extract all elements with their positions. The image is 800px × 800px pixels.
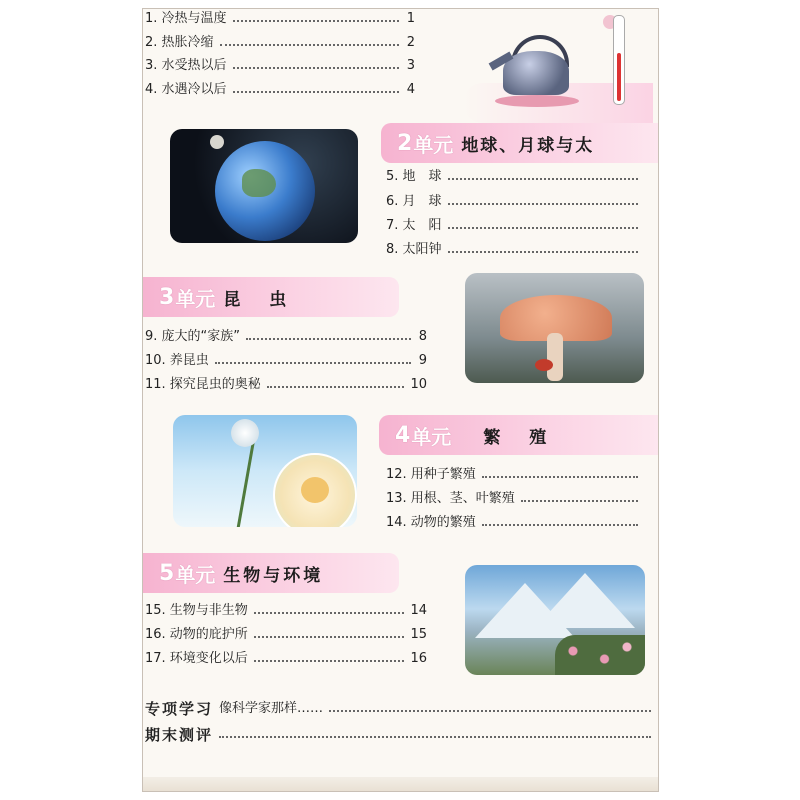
chick-icon [301, 477, 329, 503]
toc-row-lesson-4[interactable] [145, 82, 415, 98]
unit-name: 繁 殖 [483, 427, 553, 448]
lesson-title: 1. 冷热与温度 [145, 11, 227, 26]
page-number: 2 [406, 35, 415, 50]
page-number: 16 [410, 651, 427, 666]
special-study-label: 专项学习 [145, 700, 214, 718]
toc-row-lesson-9[interactable] [145, 329, 427, 345]
moon-icon [210, 135, 224, 149]
toc-row-lesson-10[interactable] [145, 353, 427, 369]
unit-number: 4 [395, 422, 412, 448]
dot-leader [233, 91, 399, 93]
kettle-thermometer-illustration [463, 13, 653, 113]
lesson-title: 15. 生物与非生物 [145, 603, 248, 618]
special-study-row[interactable] [145, 701, 651, 717]
dandelion-chick-photo [173, 415, 357, 527]
lesson-title: 4. 水遇冷以后 [145, 82, 227, 97]
unit-5-header[interactable] [143, 553, 399, 593]
mountain-landscape-photo [465, 565, 645, 675]
lesson-title: 3. 水受热以后 [145, 58, 227, 73]
dot-leader [254, 636, 405, 638]
dot-leader [233, 20, 399, 22]
dot-leader [254, 612, 405, 614]
lesson-title: 9. 庞大的“家族” [145, 329, 241, 344]
lesson-title: 17. 环境变化以后 [145, 651, 248, 666]
lesson-title: 8. 太阳钟 [386, 242, 442, 257]
unit-4-header[interactable] [379, 415, 658, 455]
page-number: 8 [418, 329, 427, 344]
special-study-subtitle: 像科学家那样…… [219, 701, 324, 716]
toc-row-lesson-16[interactable] [145, 627, 427, 643]
lesson-title: 10. 养昆虫 [145, 353, 209, 368]
dot-leader [246, 338, 411, 340]
thermometer-icon [613, 15, 625, 105]
unit-word: 单元 [411, 424, 452, 449]
unit-name: 地球、月球与太 [461, 135, 595, 156]
unit-number: 2 [397, 130, 414, 156]
dot-leader [448, 251, 638, 253]
lesson-title: 2. 热胀冷缩 [145, 35, 214, 50]
unit-3-header[interactable] [143, 277, 399, 317]
unit-word: 单元 [175, 286, 216, 311]
dot-leader [448, 227, 638, 229]
unit-word: 单元 [413, 132, 454, 157]
ladybug-icon [535, 359, 553, 371]
page-number: 15 [410, 627, 427, 642]
page-bottom-strip [143, 777, 658, 791]
dot-leader [219, 736, 651, 738]
toc-row-lesson-8[interactable] [386, 242, 654, 258]
final-test-row[interactable] [145, 727, 651, 743]
lesson-title: 6. 月 球 [386, 194, 442, 209]
textbook-contents-page [142, 8, 659, 792]
page-number: 1 [406, 11, 415, 26]
lesson-title: 7. 太 阳 [386, 218, 442, 233]
dot-leader [448, 178, 638, 180]
toc-row-lesson-14[interactable] [386, 515, 654, 531]
page-number: 9 [418, 353, 427, 368]
dot-leader [215, 362, 411, 364]
flowers-icon [555, 635, 645, 675]
dot-leader [233, 67, 399, 69]
unit-word: 单元 [175, 562, 216, 587]
dot-leader [521, 500, 638, 502]
toc-row-lesson-5[interactable] [386, 169, 654, 185]
stove-burner [495, 95, 579, 107]
dot-leader [448, 203, 638, 205]
dot-leader [329, 710, 651, 712]
toc-row-lesson-17[interactable] [145, 651, 427, 667]
dot-leader [482, 476, 638, 478]
toc-row-lesson-11[interactable] [145, 377, 427, 393]
toc-row-lesson-12[interactable] [386, 467, 654, 483]
toc-row-lesson-7[interactable] [386, 218, 654, 234]
toc-row-lesson-3[interactable] [145, 58, 415, 74]
unit-number: 3 [159, 284, 176, 310]
page-number: 14 [410, 603, 427, 618]
dot-leader [254, 660, 405, 662]
unit-2-header[interactable] [381, 123, 658, 163]
unit-name: 昆 虫 [223, 289, 293, 310]
mushroom-insect-photo [465, 273, 644, 383]
unit-number: 5 [159, 560, 176, 586]
dot-leader [267, 386, 405, 388]
lesson-title: 13. 用根、茎、叶繁殖 [386, 491, 515, 506]
toc-row-lesson-1[interactable] [145, 11, 415, 27]
dandelion-icon [231, 419, 259, 447]
earth-moon-photo [170, 129, 358, 243]
lesson-title: 5. 地 球 [386, 169, 442, 184]
page-number: 3 [406, 58, 415, 73]
dot-leader [220, 44, 399, 46]
lesson-title: 14. 动物的繁殖 [386, 515, 476, 530]
page-number: 10 [410, 377, 427, 392]
dot-leader [482, 524, 638, 526]
toc-row-lesson-2[interactable] [145, 35, 415, 51]
page-number: 4 [406, 82, 415, 97]
toc-row-lesson-6[interactable] [386, 194, 654, 210]
lesson-title: 11. 探究昆虫的奥秘 [145, 377, 261, 392]
lesson-title: 16. 动物的庇护所 [145, 627, 248, 642]
toc-row-lesson-13[interactable] [386, 491, 654, 507]
unit-name: 生物与环境 [223, 565, 324, 586]
final-test-label: 期末测评 [145, 726, 214, 744]
lesson-title: 12. 用种子繁殖 [386, 467, 476, 482]
toc-row-lesson-15[interactable] [145, 603, 427, 619]
